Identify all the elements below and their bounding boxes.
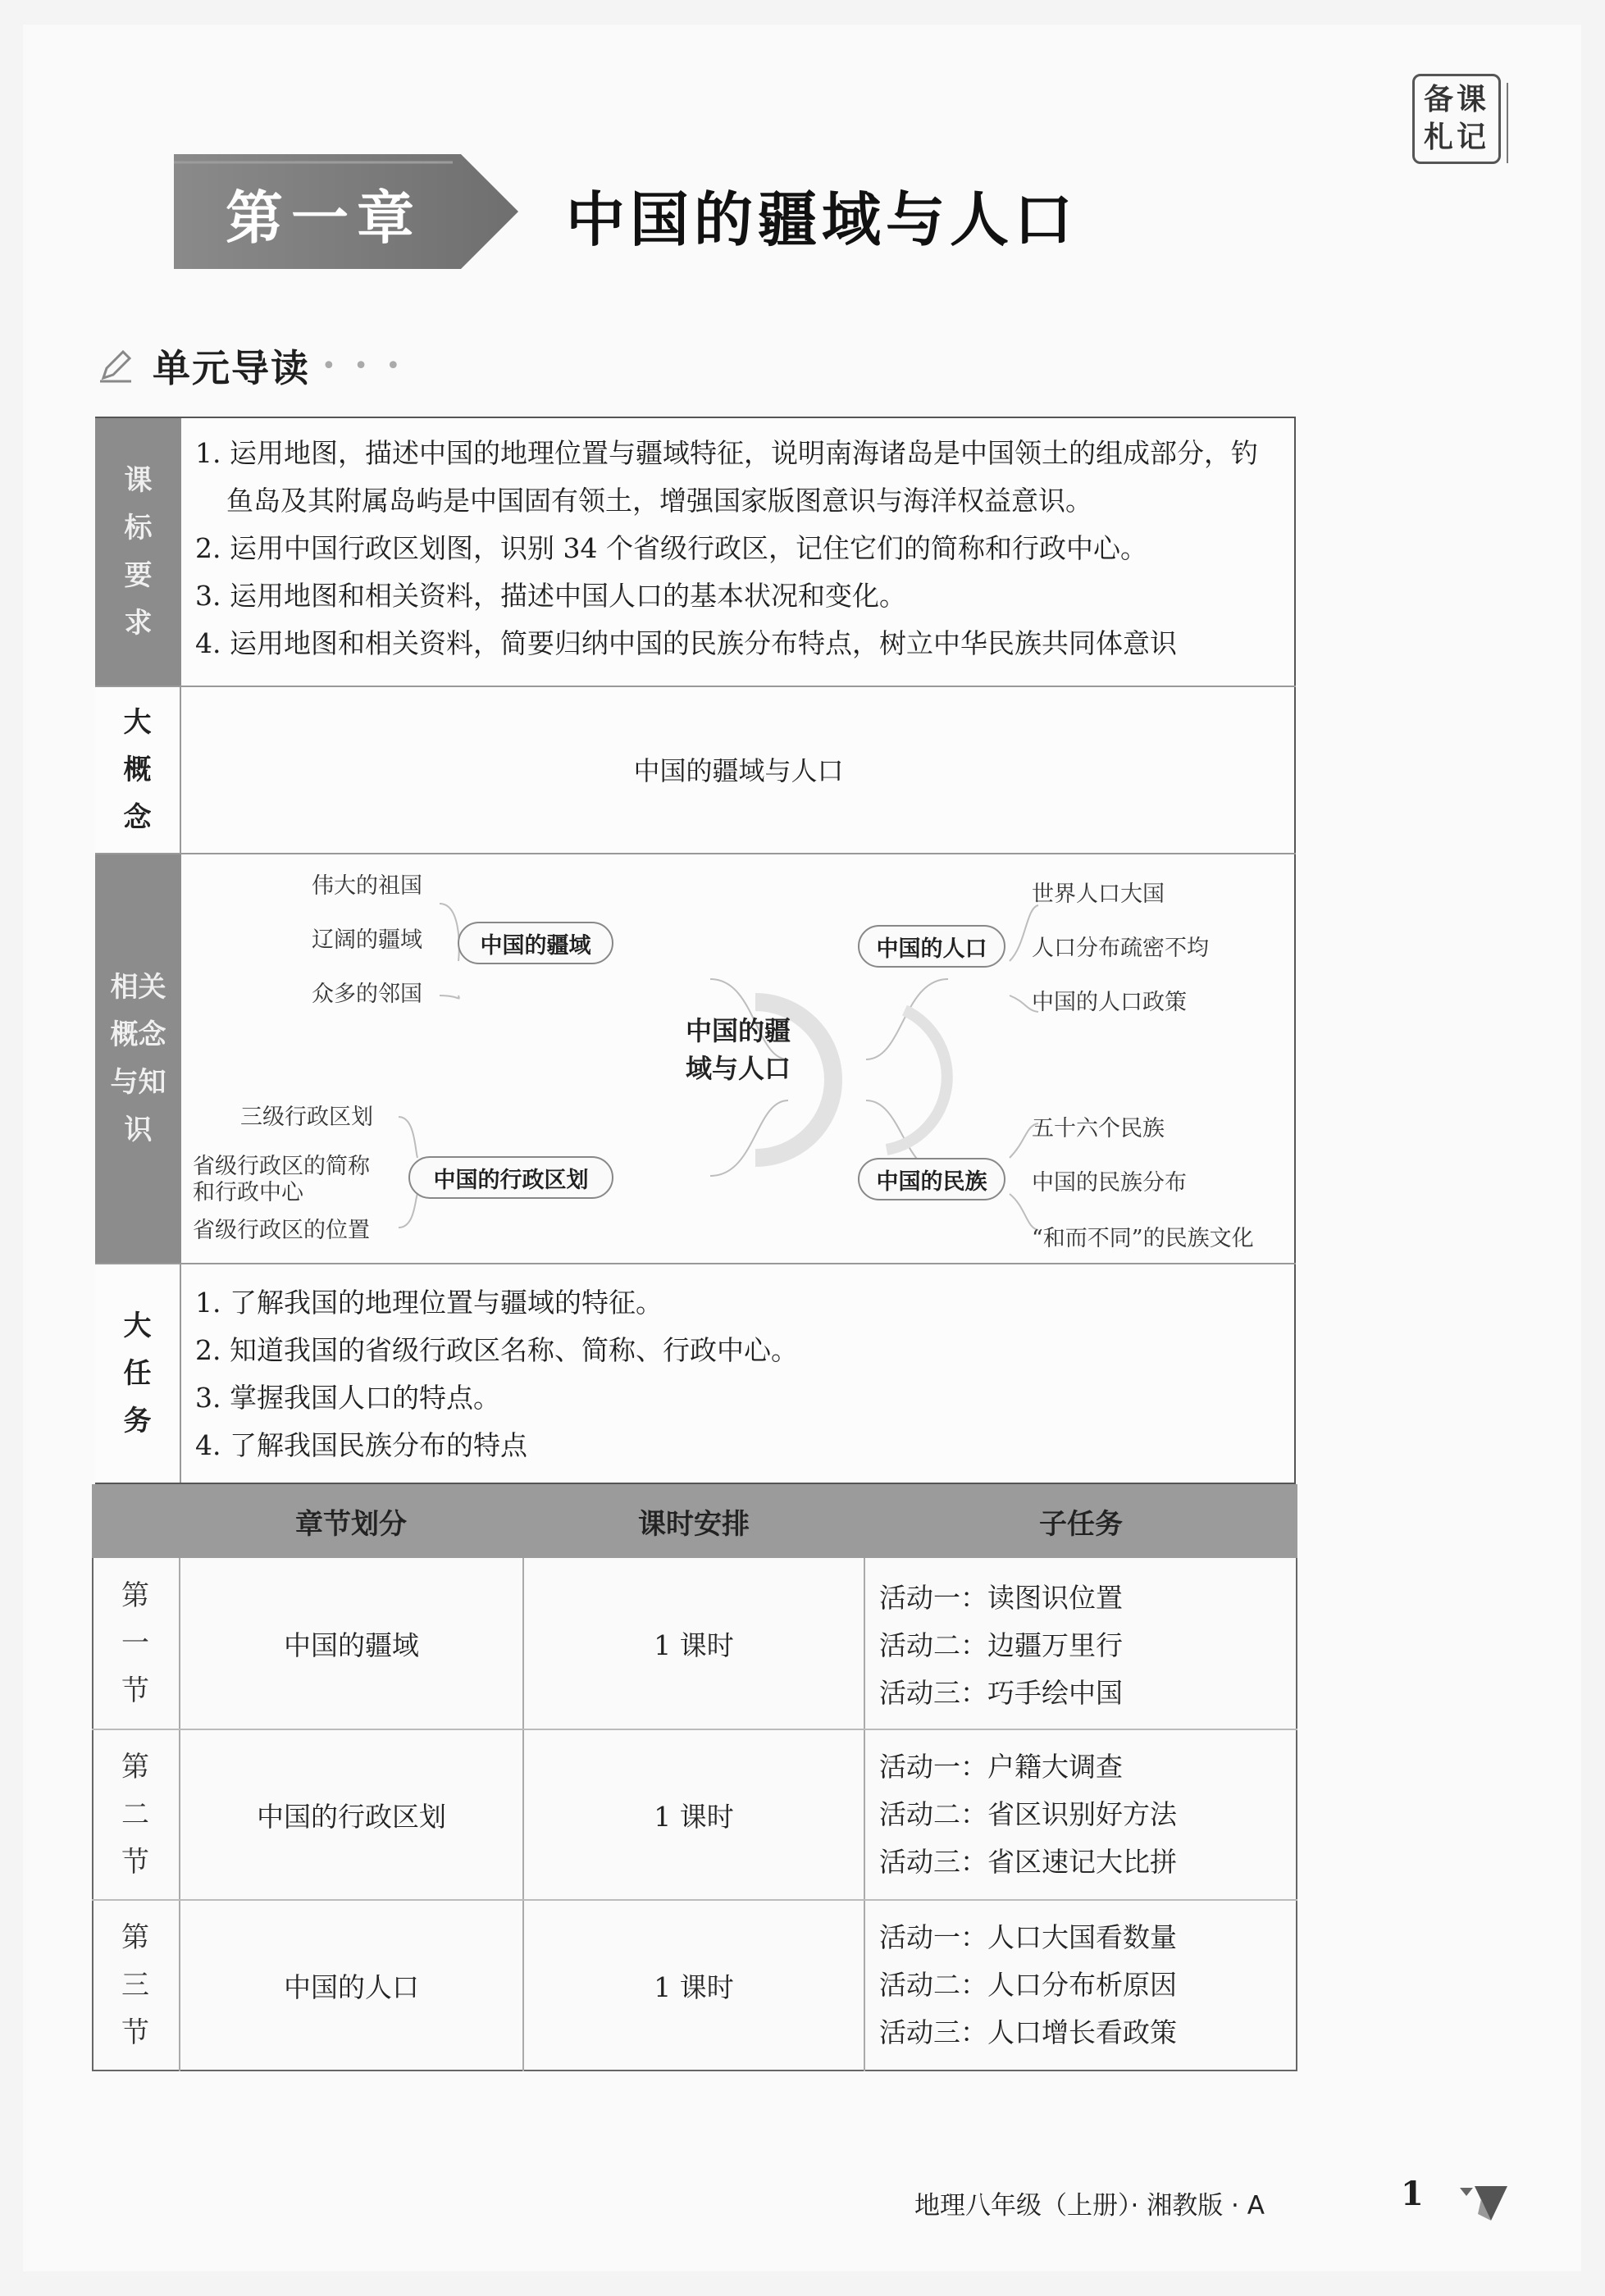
section-name: 中国的行政区划 (257, 1800, 446, 1833)
section-name: 中国的疆域 (284, 1629, 419, 1661)
badge-line-1: 备课 (1423, 83, 1489, 116)
notes-badge (1412, 74, 1501, 164)
divider (95, 1263, 1296, 1264)
ethnic-item: 五十六个民族 (1032, 1116, 1165, 1141)
task-item: 1. 了解我国的地理位置与疆域的特征。 (195, 1287, 663, 1319)
population-node: 中国的人口 (858, 925, 1005, 968)
activity-item: 活动三：人口增长看政策 (879, 2016, 1177, 2048)
activity-list (879, 1743, 1177, 1886)
division-item: 省级行政区的位置 (193, 1218, 370, 1243)
task-item: 3. 掌握我国人口的特点。 (195, 1382, 500, 1414)
mindmap-center: 中国的疆 域与人口 (685, 1015, 791, 1084)
task-item: 4. 了解我国民族分布的特点 (195, 1429, 527, 1461)
pencil-icon (97, 347, 135, 385)
territory-item: 辽阔的疆域 (312, 927, 422, 953)
ethnic-item: 中国的民族分布 (1032, 1170, 1187, 1196)
section-title: 单元导读 (153, 346, 310, 390)
big-concept-text: 中国的疆域与人口 (633, 755, 844, 786)
big-concept-label: 大 概 念 (95, 687, 181, 853)
population-item: 人口分布疏密不均 (1032, 936, 1209, 961)
header-section: 章节划分 (295, 1507, 407, 1541)
section-dots: • • • (321, 351, 406, 380)
division-node: 中国的行政区划 (408, 1156, 613, 1199)
section-hours: 1 课时 (654, 1970, 734, 2003)
standard-item: 2. 运用中国行政区划图，识别 34 个省级行政区，记住它们的简称和行政中心。 (195, 532, 1147, 564)
activity-item: 活动一：户籍大调查 (879, 1751, 1123, 1783)
section-hours: 1 课时 (654, 1629, 734, 1661)
footer-book-info: 地理八年级（上册）· 湘教版 · A (914, 2191, 1265, 2221)
territory-item: 伟大的祖国 (312, 873, 422, 899)
ethnic-item: “和而不同”的民族文化 (1032, 1226, 1254, 1251)
section-number-1: 第 一 节 (121, 1579, 149, 1707)
activity-list (879, 1914, 1177, 2057)
header-hours: 课时安排 (638, 1507, 750, 1541)
header-subtasks: 子任务 (1039, 1507, 1123, 1541)
corner-triangles-icon (1453, 2181, 1509, 2222)
activity-item: 活动二：人口分布析原因 (879, 1969, 1177, 2001)
section-number-3: 第 三 节 (121, 1921, 149, 2049)
section-heading (97, 336, 405, 395)
standard-item: 3. 运用地图和相关资料，描述中国人口的基本状况和变化。 (195, 580, 906, 612)
standard-item: 1. 运用地图，描述中国的地理位置与疆域特征，说明南海诸岛是中国领土的组成部分，钓 (195, 437, 1258, 469)
related-concepts-label: 相关 概念 与知 识 (95, 854, 181, 1263)
activity-item: 活动一：人口大国看数量 (879, 1921, 1177, 1953)
activity-list (879, 1574, 1123, 1717)
chapter-label: 第一章 (226, 184, 422, 252)
standards-list (195, 430, 1286, 667)
standards-label: 课 标 要 求 (95, 418, 181, 686)
section-name: 中国的人口 (284, 1970, 419, 2003)
division-item: 省级行政区的简称 (193, 1154, 370, 1179)
division-item: 和行政中心 (193, 1180, 303, 1205)
activity-item: 活动三：巧手绘中国 (879, 1677, 1123, 1709)
activity-item: 活动二：边疆万里行 (879, 1629, 1123, 1661)
col-divider (864, 1558, 865, 2071)
task-item: 2. 知道我国的省级行政区名称、简称、行政中心。 (195, 1334, 798, 1366)
standard-item: 4. 运用地图和相关资料，简要归纳中国的民族分布特点，树立中华民族共同体意识 (195, 627, 1177, 659)
activity-item: 活动二：省区识别好方法 (879, 1798, 1177, 1830)
big-tasks-label: 大 任 务 (95, 1264, 181, 1483)
territory-node: 中国的疆域 (458, 922, 613, 964)
population-item: 世界人口大国 (1032, 882, 1165, 907)
chapter-title: 中国的疆域与人口 (566, 185, 1078, 254)
ethnic-node: 中国的民族 (858, 1158, 1005, 1200)
population-item: 中国的人口政策 (1032, 990, 1187, 1015)
territory-item: 众多的邻国 (312, 982, 422, 1007)
section-number-2: 第 二 节 (121, 1751, 149, 1879)
standard-item: 鱼岛及其附属岛屿是中国固有领土，增强国家版图意识与海洋权益意识。 (226, 485, 1092, 517)
division-item: 三级行政区划 (240, 1105, 373, 1130)
section-hours: 1 课时 (654, 1800, 734, 1833)
activity-item: 活动三：省区速记大比拼 (879, 1846, 1177, 1878)
page-number: 1 (1401, 2175, 1424, 2213)
badge-line-2: 札记 (1423, 121, 1489, 154)
activity-item: 活动一：读图识位置 (879, 1582, 1123, 1614)
big-tasks-list (195, 1279, 798, 1469)
